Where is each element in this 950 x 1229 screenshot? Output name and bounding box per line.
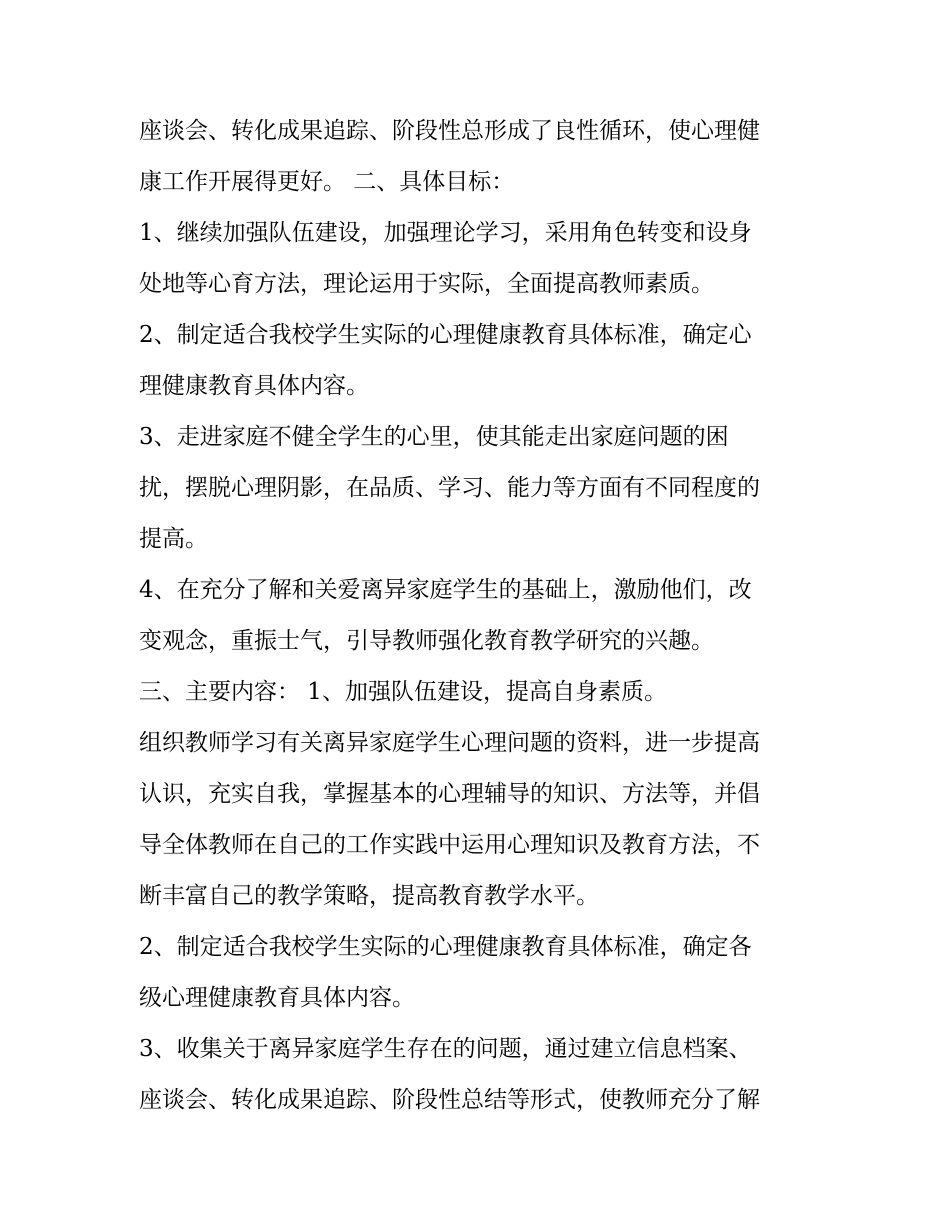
text-line: 2、制定适合我校学生实际的心理健康教育具体标准，确定心 — [139, 322, 752, 348]
text-line: 1、继续加强队伍建设，加强理论学习，采用角色转变和设身 — [139, 220, 752, 246]
text-line: 断丰富自己的教学策略，提高教育教学水平。 — [139, 883, 599, 909]
text-line: 组织教师学习有关离异家庭学生心理问题的资料，进一步提高 — [139, 730, 760, 756]
text-line: 3、走进家庭不健全学生的心里，使其能走出家庭问题的困 — [139, 424, 729, 450]
text-line: 3、收集关于离异家庭学生存在的问题，通过建立信息档案、 — [139, 1036, 752, 1062]
text-line: 座谈会、转化成果追踪、阶段性总形成了良性循环，使心理健 — [139, 118, 760, 144]
document-body — [139, 106, 819, 1126]
text-line: 级心理健康教育具体内容。 — [139, 985, 415, 1011]
text-line: 变观念，重振士气，引导教师强化教育教学研究的兴趣。 — [139, 628, 714, 654]
text-line: 认识，充实自我，掌握基本的心理辅导的知识、方法等，并倡 — [139, 781, 760, 807]
text-line: 理健康教育具体内容。 — [139, 373, 369, 399]
text-line: 座谈会、转化成果追踪、阶段性总结等形式，使教师充分了解 — [139, 1087, 760, 1113]
text-line: 导全体教师在自己的工作实践中运用心理知识及教育方法，不 — [139, 832, 760, 858]
text-line: 扰，摆脱心理阴影，在品质、学习、能力等方面有不同程度的 — [139, 475, 760, 501]
text-line: 2、制定适合我校学生实际的心理健康教育具体标准，确定各 — [139, 934, 752, 960]
text-line: 三、主要内容： 1、加强队伍建设，提高自身素质。 — [139, 679, 667, 705]
text-line: 4、在充分了解和关爱离异家庭学生的基础上，激励他们，改 — [139, 577, 752, 603]
text-line: 康工作开展得更好。 二、具体目标： — [139, 169, 515, 195]
text-line: 处地等心育方法，理论运用于实际，全面提高教师素质。 — [139, 271, 714, 297]
text-line: 提高。 — [139, 526, 208, 552]
